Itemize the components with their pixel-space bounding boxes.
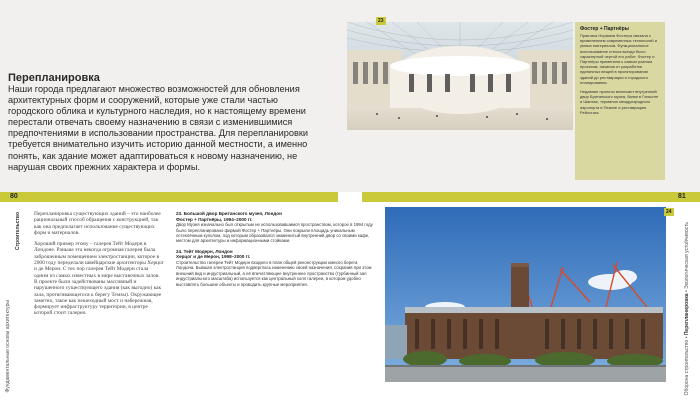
page-bar-left — [0, 192, 338, 202]
caption-paragraph: Практика Нормана Фостера связана с применением современных технологий и умных материалов. Функциональное использование стекла всегда было характерной чертой его работ. Фостер и Партнёры применили к самым разным проектам, начиная от разработки единичных вещей в проектировании зданий до реставрации и городского планирования. — [580, 33, 657, 85]
item-heading: 23. Большой двор Британского музея, Лондон — [176, 211, 282, 216]
running-header-next: Экологическая устойчивость — [684, 221, 690, 289]
running-header-book: Фундаментальные основы архитектуры — [5, 299, 11, 392]
running-header-section: Оборона строительство • Перепланировка • Экологическая устойчивость — [684, 221, 690, 395]
tate-modern-photo — [385, 207, 666, 382]
item-text: Двор Музея изначально был открытым не использовавшимся пространством, которое в 1994 году было перепланировано фирмой Фостер + Партнёры. Они покрыли площадь уникальным остеклённым куполом, под которым образовался знаменитый внутренний двор со своими кафе, местом для архитектуры и информационными стойками. — [176, 222, 373, 244]
page-number-left: 80 — [10, 193, 18, 200]
running-header-chapter: Строительство — [15, 212, 21, 251]
captions-column — [176, 211, 376, 292]
page-number-right: 81 — [678, 193, 686, 200]
caption-title: Фостер + Партнёры — [580, 26, 629, 32]
item-text: Строительство галереи Тейт Модерн входило в план общей реконструкции южного берега Лондона. Бывшая электростанция подверглась изменению своей назначения, сохранив при этом внешний вид и индустриальный, а её впечатляющее внутреннее пространство (турбинный зал индустриального масштаба) используется как центральный холл галереи, в котором удобно выставлять большие объекты и проводить крупные мероприятия. — [176, 260, 372, 287]
body-paragraph: Хороший пример этому – галерея Тейт Модерн в Лондоне. Раньше эта некогда огромная галерея была заброшенным помещением электростанции, которое в 2000 году переделали швейцарские архитекторы Херцог и де Мерон. С тех пор галерея Тейт Модерн стала одним из самых известных в мире выставочных залов. В проекте были задействованы массивный и нарушенного существующего здания (как выгодно) как зала, протягивающегося к берегу Темзы). Окружающее заметно, такое как пешеходный мост и набережная, формирует инфраструктуру территории, в центре которой стоит галерея. — [34, 241, 164, 317]
running-header-current: Перепланировка — [684, 293, 690, 335]
image-number-badge: 23 — [378, 18, 384, 24]
image-number-badge: 24 — [666, 209, 672, 215]
body-paragraph: Перепланировка существующих зданий – это наиболее рациональный способ обращения с конструкцией, так как она предполагает использование существующих форм и материалов. — [34, 211, 161, 236]
item-authors: Фостер + Партнёры, 1994–2000 гг. — [176, 216, 253, 222]
item-authors: Херцог и де Мерон, 1998–2000 гг. — [176, 254, 251, 260]
caption-box — [575, 22, 665, 180]
left-text-column — [34, 211, 164, 322]
left-running-header — [3, 212, 31, 392]
right-running-header — [684, 210, 696, 395]
page-bar-right — [362, 192, 700, 202]
british-museum-photo — [347, 22, 573, 130]
section-intro-paragraph: Наши города предлагают множество возможностей для обновления архитектурных форм и сооружений, которые уже стали частью городского облика и культурного наследия, но к настоящему времени перестали отвечать своему назначению в связи с изменившимися предпочтениями в использовании пространства. Для перепланировки требуется внимательно изучить историю данной местности, а именно понять, как здание может адаптироваться к новому назначению, не нарушая своих прежних характера и формы. — [8, 84, 309, 172]
section-heading: Перепланировка — [8, 72, 100, 84]
item-heading: 24. Тейт Модерн, Лондон — [176, 248, 233, 254]
caption-paragraph: Недавние проекты включают внутренний двор Британского музея, банки в Гонконге и Шанхае, терминал международного аэропорта в Пекине и реставрацию Рейхстага. — [580, 89, 659, 115]
running-header-part: Оборона строительство — [684, 339, 690, 395]
